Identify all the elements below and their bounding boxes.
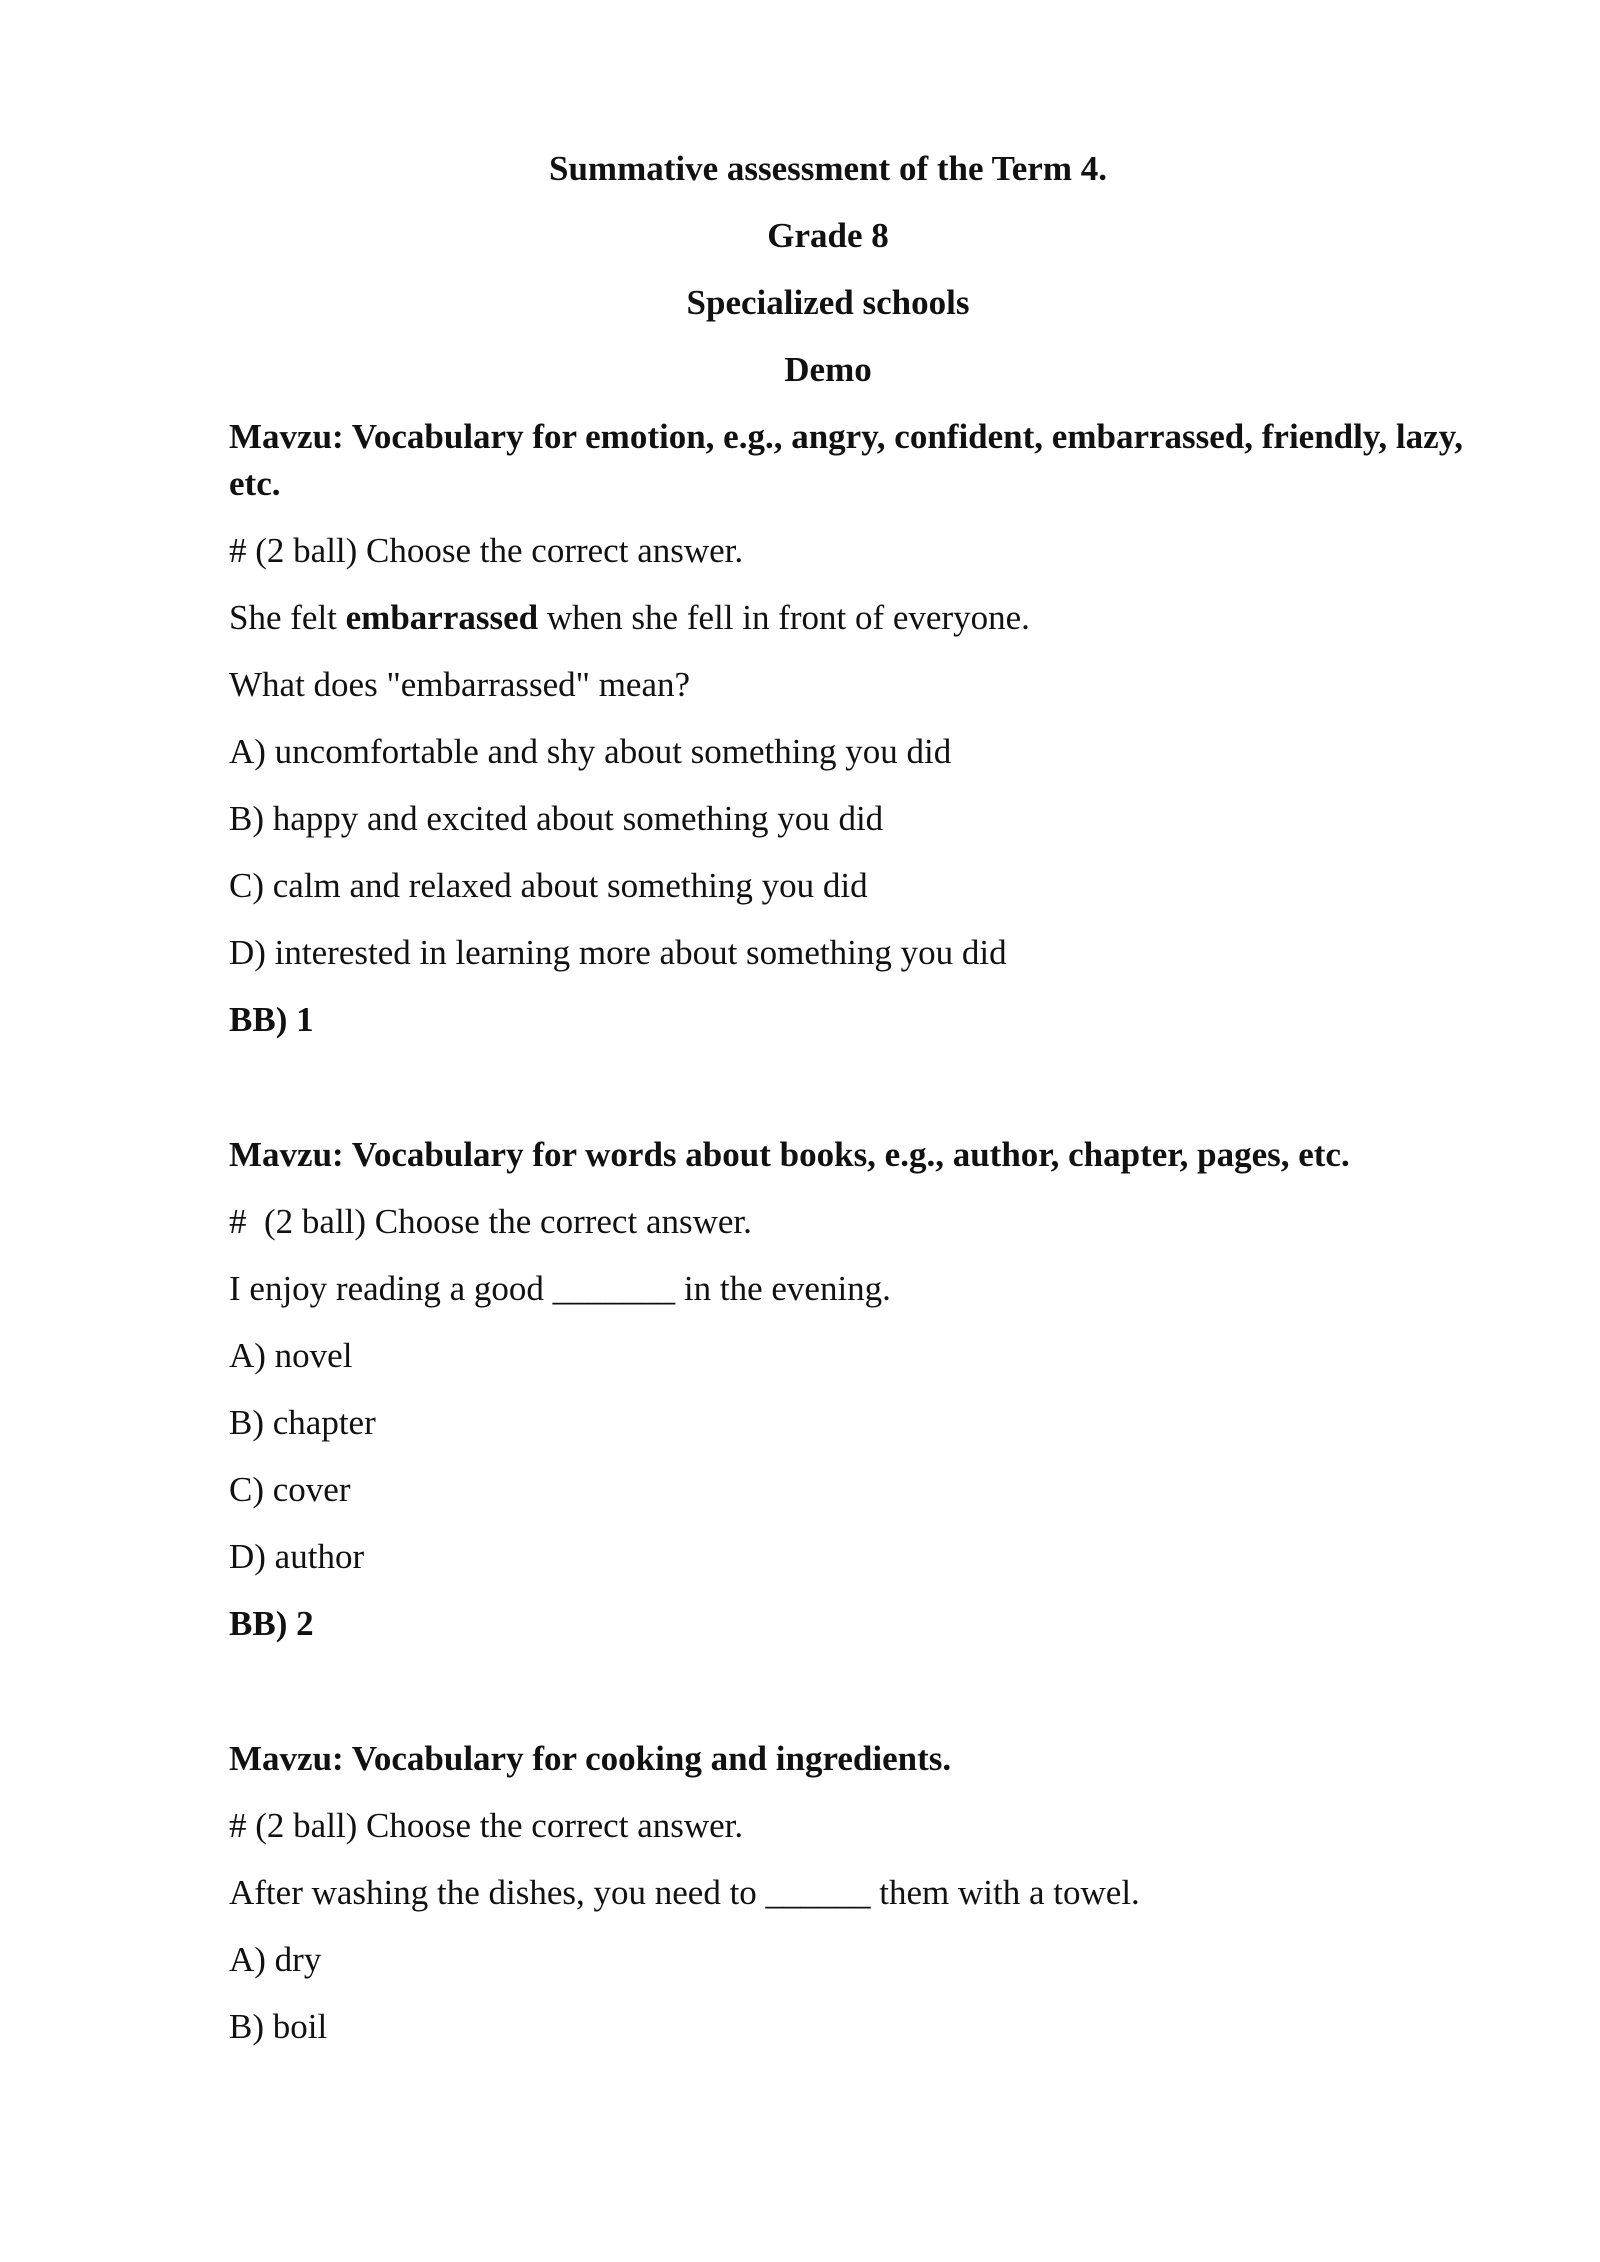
q1-sentence-before: She felt <box>229 598 346 637</box>
document-title: Summative assessment of the Term 4. <box>548 149 1108 188</box>
variant-heading: Demo <box>784 350 872 389</box>
q1-sentence-keyword: embarrassed <box>345 598 539 637</box>
q3-option-a: A) dry <box>229 1940 322 1979</box>
q1-sentence-after: when she fell in front of everyone. <box>538 598 1030 637</box>
q2-answer-key: BB) 2 <box>229 1604 314 1643</box>
q1-instruction: # (2 ball) Choose the correct answer. <box>229 531 744 570</box>
q1-option-d: D) interested in learning more about something you did <box>229 933 1007 972</box>
q3-instruction: # (2 ball) Choose the correct answer. <box>229 1806 744 1845</box>
q1-topic: Mavzu: Vocabulary for emotion, e.g., angry, confident, embarrassed, friendly, lazy, etc. <box>229 417 1464 503</box>
spacer <box>229 1063 1489 1131</box>
q2-option-c: C) cover <box>229 1470 351 1509</box>
q2-option-b: B) chapter <box>229 1403 376 1442</box>
q3-topic: Mavzu: Vocabulary for cooking and ingredients. <box>229 1739 952 1778</box>
document-content <box>229 145 1489 2070</box>
school-heading: Specialized schools <box>686 283 970 322</box>
q2-option-d: D) author <box>229 1537 365 1576</box>
q3-sentence: After washing the dishes, you need to ______ them with a towel. <box>229 1873 1140 1912</box>
q1-option-c: C) calm and relaxed about something you did <box>229 866 868 905</box>
q3-option-b: B) boil <box>229 2007 328 2046</box>
spacer <box>229 1667 1489 1735</box>
q1-option-a: A) uncomfortable and shy about something you did <box>229 732 952 771</box>
q1-answer-key: BB) 1 <box>229 1000 314 1039</box>
grade-heading: Grade 8 <box>767 216 889 255</box>
q2-topic: Mavzu: Vocabulary for words about books, e.g., author, chapter, pages, etc. <box>229 1135 1350 1174</box>
q2-instruction: # (2 ball) Choose the correct answer. <box>229 1202 752 1241</box>
q1-option-b: B) happy and excited about something you did <box>229 799 884 838</box>
q1-question: What does "embarrassed" mean? <box>229 665 691 704</box>
q2-option-a: A) novel <box>229 1336 353 1375</box>
q2-sentence: I enjoy reading a good _______ in the evening. <box>229 1269 891 1308</box>
q1-sentence <box>229 594 1489 641</box>
